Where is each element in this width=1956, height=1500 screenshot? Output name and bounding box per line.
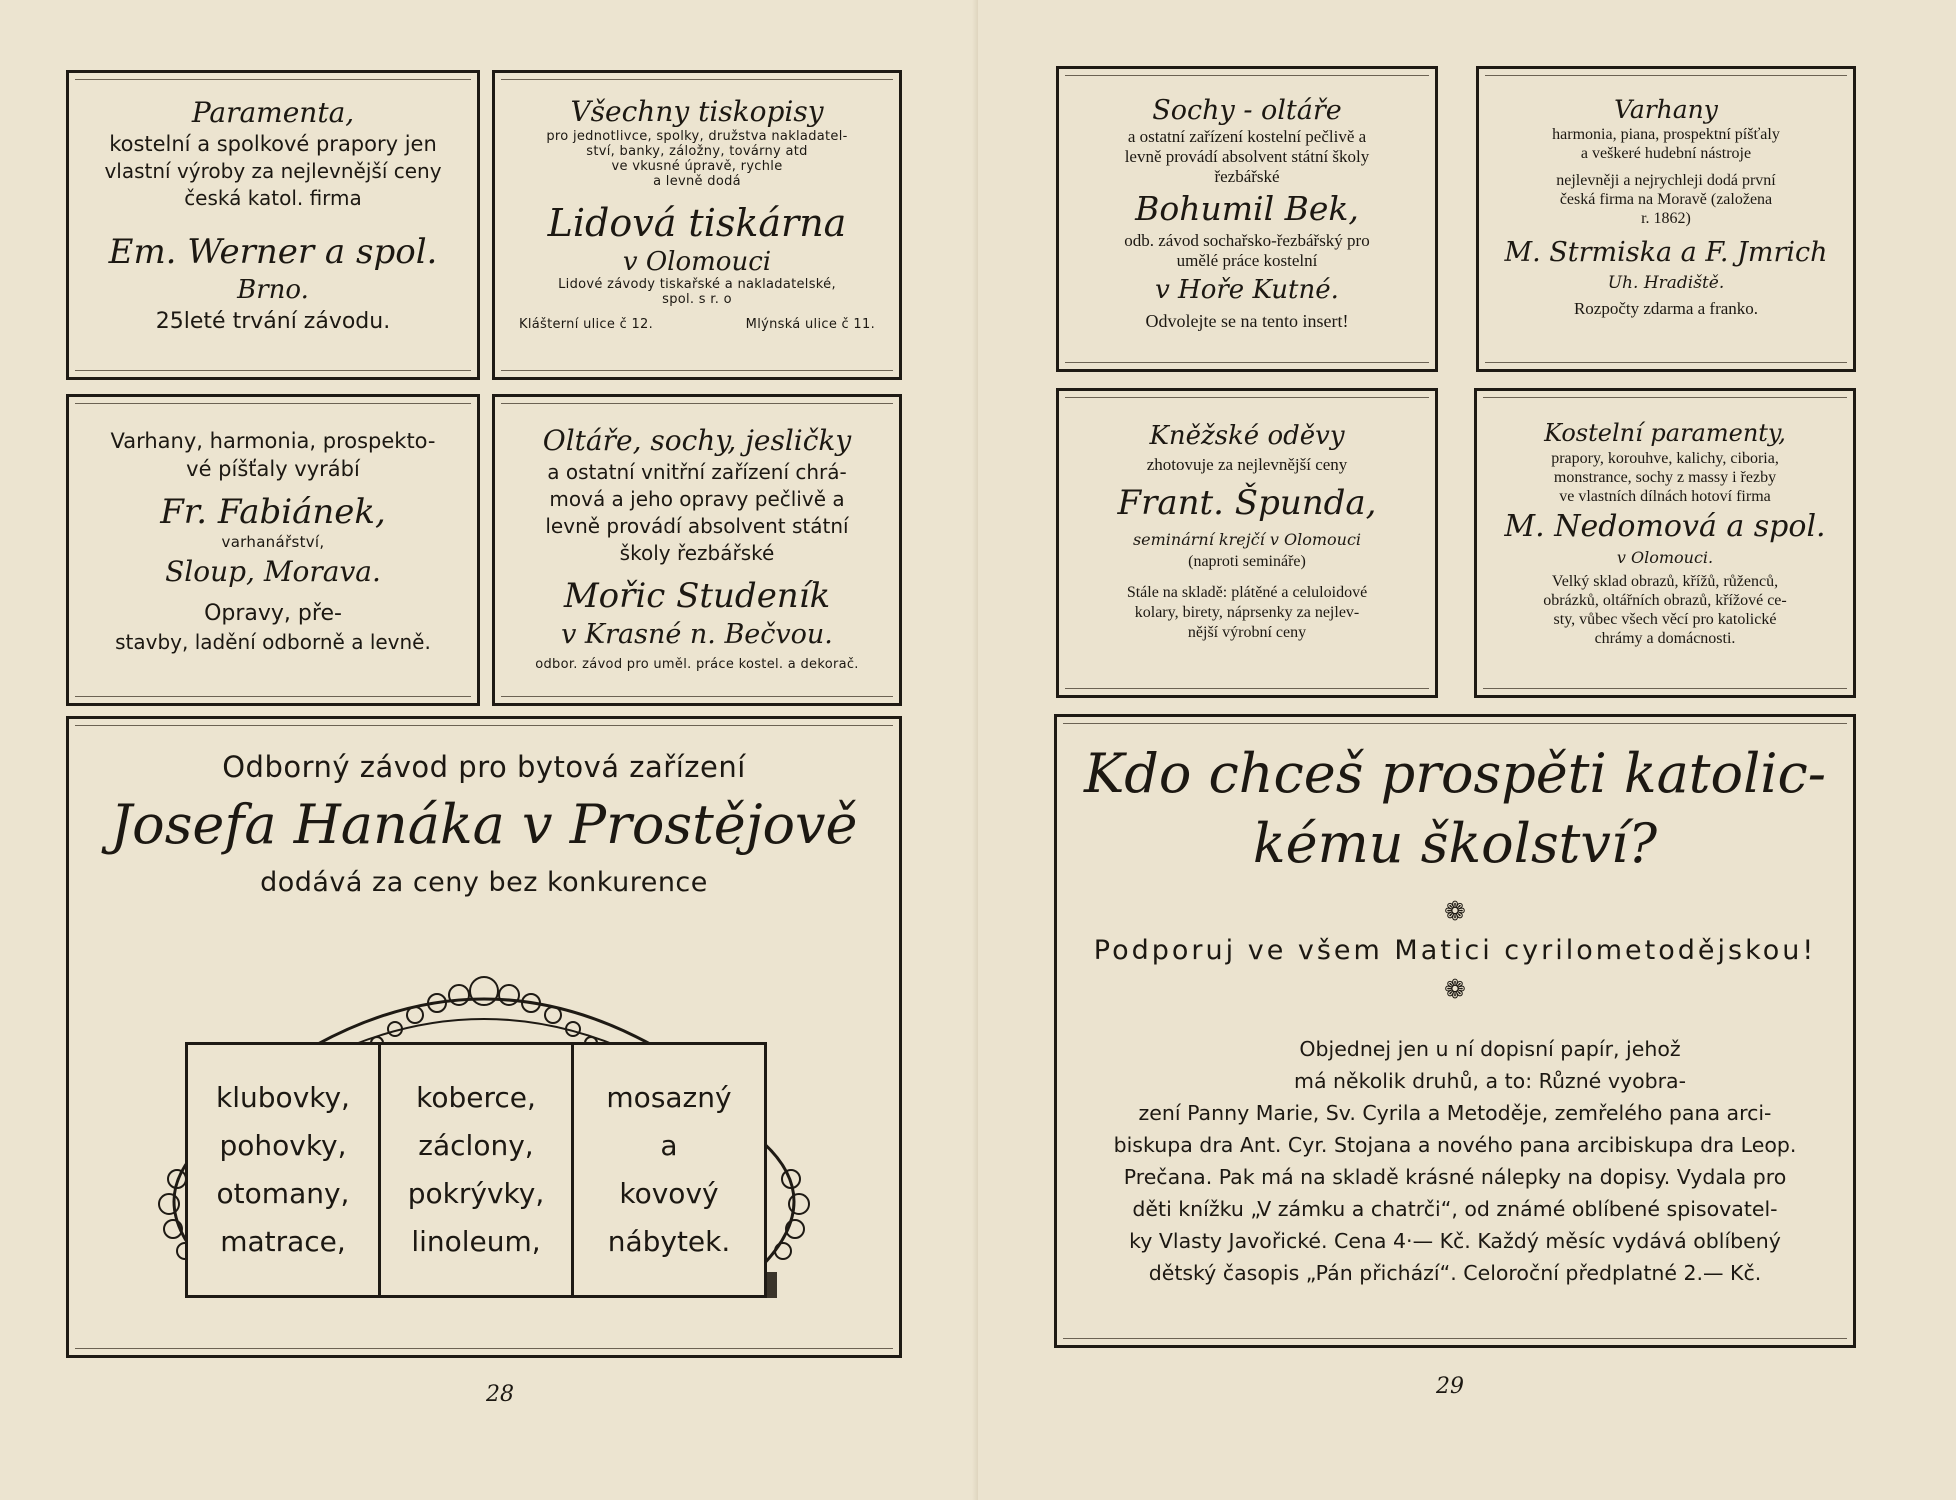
ad-title: Sochy - oltáře: [1152, 95, 1342, 126]
body-line: Prečana. Pak má na skladě krásné nálepky na dopisy. Vydala pro: [1123, 1165, 1787, 1189]
product-item: a: [660, 1129, 678, 1162]
firm-name: M. Strmiska a F. Jmrich: [1504, 237, 1828, 268]
firm-city: Uh. Hradiště.: [1607, 273, 1725, 293]
ad-text: řezbářské: [1214, 167, 1280, 186]
product-item: pokrývky,: [407, 1177, 545, 1210]
ad-paramenta: [66, 70, 480, 380]
ad-text: umělé práce kostelní: [1176, 251, 1318, 270]
body-line: zení Panny Marie, Sv. Cyrila a Metoděje, zemřelého pana arci-: [1138, 1101, 1772, 1125]
address-left: Klášterní ulice č 12.: [519, 317, 654, 332]
ad-text: pro jednotlivce, spolky, družstva nakladatel-: [546, 129, 848, 144]
ad-strmiska: [1476, 66, 1856, 372]
product-column: [378, 1042, 574, 1298]
headline: Kdo chceš prospěti katolic-: [1083, 742, 1827, 805]
slogan: Podporuj ve všem Matici cyrilometodějskou!: [1093, 935, 1817, 966]
ad-text: mová a jeho opravy pečlivě a: [549, 487, 845, 511]
product-column: [185, 1042, 381, 1298]
ad-text: Varhany, harmonia, prospekto-: [110, 429, 436, 453]
product-item: matrace,: [220, 1225, 346, 1258]
firm-name: Josefa Hanáka v Prostějově: [110, 793, 858, 856]
firm-city: v Olomouci: [622, 247, 772, 277]
firm-city: v Krasné n. Bečvou.: [561, 619, 833, 650]
ad-text: prapory, korouhve, kalichy, ciboria,: [1551, 450, 1779, 467]
ad-text: zhotovuje za nejlevnější ceny: [1146, 455, 1348, 474]
ad-text: česká firma na Moravě (založena: [1559, 191, 1773, 208]
ad-lidova-tiskarna: [492, 70, 902, 380]
ad-text: ství, banky, záložny, továrny atd: [586, 144, 808, 159]
page-number: 28: [486, 1382, 514, 1407]
ad-text: sty, vůbec všech věcí pro katolické: [1553, 611, 1777, 628]
product-item: mosazný: [606, 1081, 732, 1114]
flower-ornament-icon: ❁: [1444, 897, 1466, 927]
page-number: 29: [1436, 1374, 1464, 1399]
body-line: ky Vlasty Javořické. Cena 4·— Kč. Každý měsíc vydává oblíbený: [1129, 1229, 1781, 1253]
body-line: děti knížku „V zámku a chatrči“, od známé oblíbené spisovatel-: [1132, 1197, 1778, 1221]
body-text: [1057, 1033, 1853, 1289]
firm-name: Frant. Špunda,: [1117, 483, 1377, 523]
ad-text: a levně dodá: [653, 174, 741, 189]
body-line: biskupa dra Ant. Cyr. Stojana a nového pana arcibiskupa dra Leop.: [1113, 1133, 1797, 1157]
product-item: otomany,: [216, 1177, 350, 1210]
product-item: koberce,: [416, 1081, 536, 1114]
ad-footer: Odvolejte se na tento insert!: [1145, 311, 1349, 331]
product-columns: [185, 1042, 764, 1298]
product-item: pohovky,: [219, 1129, 347, 1162]
firm-city: v Olomouci.: [1616, 548, 1714, 567]
ad-nedomova: [1474, 388, 1856, 698]
product-column: [571, 1042, 767, 1298]
body-line: dětský časopis „Pán přichází“. Celoroční předplatné 2.— Kč.: [1148, 1261, 1762, 1285]
firm-name: Em. Werner a spol.: [108, 232, 438, 272]
firm-trade: varhanářství,: [221, 533, 325, 551]
ad-text: Opravy, pře-: [204, 601, 342, 626]
ad-text: nejlevněji a nejrychleji dodá první: [1556, 172, 1776, 189]
ad-studenik: [492, 394, 902, 706]
firm-name: Bohumil Bek,: [1135, 189, 1359, 228]
ad-title: Varhany: [1614, 95, 1718, 124]
ad-address-row: [505, 317, 889, 332]
ad-spunda: [1056, 388, 1438, 698]
firm-name: Lidová tiskárna: [547, 201, 847, 245]
ad-bek: [1056, 66, 1438, 372]
ad-text: a ostatní zařízení kostelní pečlivě a: [1127, 127, 1367, 146]
ad-text: monstrance, sochy z massy i řezby: [1553, 469, 1777, 486]
firm-city: Sloup, Morava.: [165, 555, 381, 588]
ad-text: školy řezbářské: [619, 541, 775, 565]
product-item: klubovky,: [216, 1081, 350, 1114]
ad-title: Oltáře, sochy, jesličky: [542, 424, 852, 457]
ad-text: r. 1862): [1641, 210, 1691, 227]
ad-text: spol. s r. o: [662, 292, 732, 307]
ad-text: harmonia, piana, prospektní píšťaly: [1552, 126, 1780, 143]
product-item: kovový: [619, 1177, 719, 1210]
ad-text: stavby, ladění odborně a levně.: [115, 630, 431, 654]
ad-footer: Rozpočty zdarma a franko.: [1573, 299, 1759, 318]
ad-text: levně provádí absolvent státní: [545, 514, 849, 538]
ad-text: (naproti semináře): [1188, 553, 1306, 570]
firm-city: v Hoře Kutné.: [1155, 275, 1339, 305]
ad-text: vé píšťaly vyrábí: [186, 457, 360, 481]
ad-title: Kněžské oděvy: [1149, 421, 1345, 451]
ad-text: česká katol. firma: [184, 186, 362, 210]
ad-title: Všechny tiskopisy: [570, 95, 824, 128]
product-item: záclony,: [418, 1129, 534, 1162]
firm-name: M. Nedomová a spol.: [1504, 509, 1826, 544]
right-page: [978, 0, 1956, 1500]
ad-text: Odborný závod pro bytová zařízení: [222, 750, 746, 784]
ad-text: levně provádí absolvent státní školy: [1124, 147, 1370, 166]
ad-text: a veškeré hudební nástroje: [1580, 145, 1752, 162]
ad-text: kolary, birety, náprsenky za nejlev-: [1134, 604, 1360, 621]
ad-text: odb. závod sochařsko-řezbářský pro: [1124, 231, 1370, 250]
ad-text: Velký sklad obrazů, křížů, růženců,: [1551, 573, 1779, 590]
ad-hanak: [66, 716, 902, 1358]
ad-text: nější výrobní ceny: [1187, 624, 1307, 641]
headline: kému školství?: [1252, 812, 1658, 875]
ad-text: a ostatní vnitřní zařízení chrá-: [547, 460, 847, 484]
ad-text: Stále na skladě: plátěné a celuloidové: [1126, 584, 1368, 601]
ad-footer: odbor. závod pro uměl. práce kostel. a dekorač.: [535, 657, 859, 672]
ad-title: Kostelní paramenty,: [1544, 419, 1786, 447]
product-item: linoleum,: [411, 1225, 541, 1258]
firm-city: Brno.: [237, 275, 309, 305]
ad-title: Paramenta,: [191, 96, 355, 129]
body-line: má několik druhů, a to: Různé vyobra-: [1293, 1069, 1687, 1093]
address-right: Mlýnská ulice č 11.: [745, 317, 875, 332]
ad-text: dodává za ceny bez konkurence: [260, 867, 708, 898]
ad-text: obrázků, oltářních obrazů, křížové ce-: [1543, 592, 1787, 609]
firm-name: Mořic Studeník: [563, 576, 831, 616]
ad-fabianek: [66, 394, 480, 706]
ad-text: Lidové závody tiskařské a nakladatelské,: [558, 277, 836, 292]
flower-ornament-icon: ❁: [1444, 975, 1466, 1005]
firm-trade: seminární krejčí v Olomouci: [1132, 530, 1362, 549]
body-line: Objednej jen u ní dopisní papír, jehož: [1299, 1037, 1681, 1061]
ad-text: chrámy a domácnosti.: [1594, 630, 1736, 647]
ad-matice: [1054, 714, 1856, 1348]
product-item: nábytek.: [607, 1225, 731, 1258]
ad-text: vlastní výroby za nejlevnější ceny: [104, 159, 442, 183]
ad-text: ve vkusné úpravě, rychle: [611, 159, 783, 174]
ad-footer: 25leté trvání závodu.: [155, 309, 391, 334]
ad-text: ve vlastních dílnách hotoví firma: [1559, 488, 1771, 505]
ad-text: kostelní a spolkové prapory jen: [109, 132, 437, 156]
firm-name: Fr. Fabiánek,: [160, 492, 386, 532]
